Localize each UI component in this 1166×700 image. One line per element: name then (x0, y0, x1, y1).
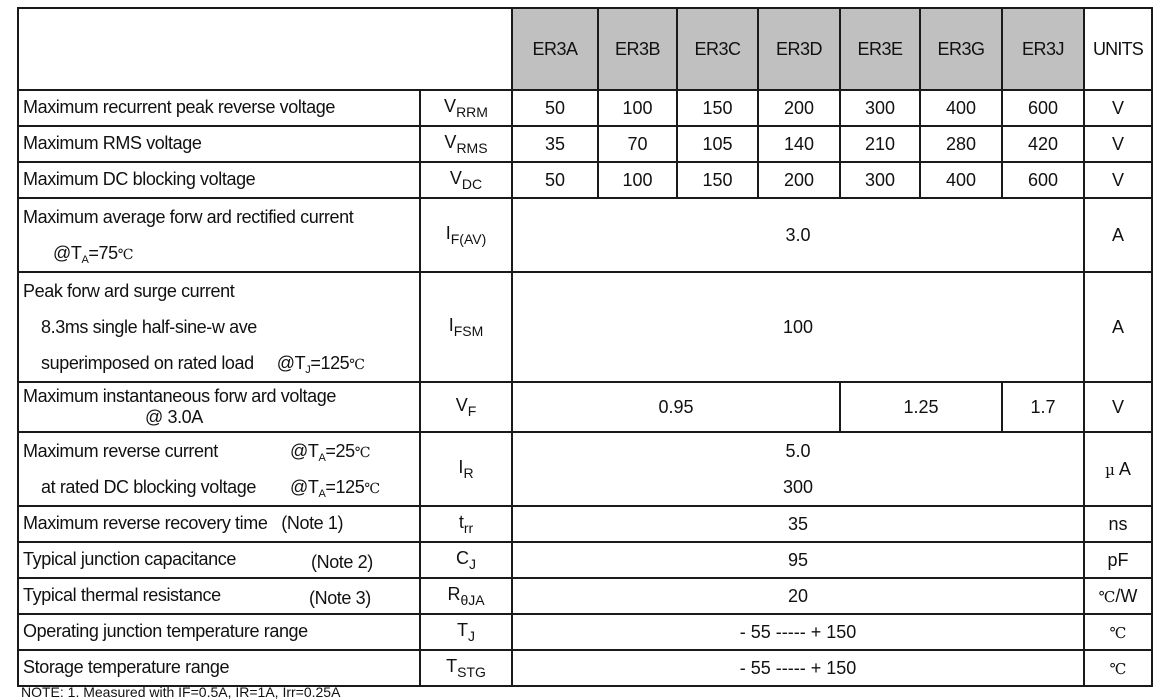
value-cell: 400 (920, 162, 1002, 198)
footnote: NOTE: 1. Measured with IF=0.5A, IR=1A, Irr=0.25A (21, 684, 341, 700)
value-cell: 150 (677, 162, 758, 198)
unit-cell: V (1084, 382, 1152, 432)
value-cell: 200 (758, 162, 840, 198)
row-symbol: $V_{RRM}$ (420, 90, 512, 126)
row-symbol: $t_{rr}$ (420, 506, 512, 542)
table-row-tj (18, 614, 1152, 650)
part-header-er3d: ER3D (758, 8, 840, 90)
value-cell: 300 (840, 162, 920, 198)
value-cell: 150 (677, 90, 758, 126)
value-cell: 600 (1002, 162, 1084, 198)
table-row-ir (18, 432, 1152, 506)
part-header-er3e: ER3E (840, 8, 920, 90)
value-cell: 50 (512, 90, 598, 126)
unit-cell: pF (1084, 542, 1152, 578)
value-cell: 1.25 (840, 382, 1002, 432)
value-cell: 70 (598, 126, 677, 162)
row-symbol: $T_{STG}$ (420, 650, 512, 686)
unit-cell: V (1084, 162, 1152, 198)
row-symbol: $I_{F(AV)}$ (420, 198, 512, 272)
row-symbol: $I_{FSM}$ (420, 272, 512, 382)
value-cell: 100 (598, 162, 677, 198)
condition-text: $@T_A=75℃$ (53, 243, 134, 266)
value-cell: 20 (512, 578, 1084, 614)
row-description: Operating junction temperature range (18, 614, 420, 650)
unit-cell: A (1084, 198, 1152, 272)
row-description: Typical thermal resistance (Note 3) (18, 578, 420, 614)
value-cell: 140 (758, 126, 840, 162)
value-cell: 200 (758, 90, 840, 126)
row-description: Typical junction capacitance (Note 2) (18, 542, 420, 578)
table-row-vf (18, 382, 1152, 432)
value-cell: 50 (512, 162, 598, 198)
header-row (18, 8, 1152, 90)
value-cell: 0.95 (512, 382, 840, 432)
part-header-er3j: ER3J (1002, 8, 1084, 90)
row-description: Maximum recurrent peak reverse voltage (18, 90, 420, 126)
value-cell: 100 (598, 90, 677, 126)
table-row-trr (18, 506, 1152, 542)
value-cell: 210 (840, 126, 920, 162)
value-cell: 1.7 (1002, 382, 1084, 432)
row-symbol: $V_F$ (420, 382, 512, 432)
value-cell: 280 (920, 126, 1002, 162)
table-row-vdc (18, 162, 1152, 198)
table-row-rthja (18, 578, 1152, 614)
value-cell: 5.0 300 (512, 432, 1084, 506)
unit-cell: ns (1084, 506, 1152, 542)
row-description: Peak forw ard surge current 8.3ms single half-sine-w ave superimposed on rated load $@T_J=125℃$ (18, 272, 420, 382)
row-symbol: $R_{\theta JA}$ (420, 578, 512, 614)
part-header-er3c: ER3C (677, 8, 758, 90)
unit-cell: ℃ (1084, 650, 1152, 686)
table-row-tstg (18, 650, 1152, 686)
header-blank-cell (18, 8, 512, 90)
part-header-er3b: ER3B (598, 8, 677, 90)
row-symbol: $I_R$ (420, 432, 512, 506)
row-description: Maximum reverse recovery time (Note 1) (18, 506, 420, 542)
part-header-er3a: ER3A (512, 8, 598, 90)
row-symbol: $T_J$ (420, 614, 512, 650)
value-cell: 100 (512, 272, 1084, 382)
table-row-vrms (18, 126, 1152, 162)
part-header-er3g: ER3G (920, 8, 1002, 90)
table-row-cj (18, 542, 1152, 578)
unit-cell: ℃/W (1084, 578, 1152, 614)
units-header: UNITS (1084, 8, 1152, 90)
row-description: Maximum reverse current $@T_A=25℃$ at rated DC blocking voltage $@T_A=125℃$ (18, 432, 420, 506)
row-description: Storage temperature range (18, 650, 420, 686)
unit-cell: A (1084, 272, 1152, 382)
row-description: Maximum instantaneous forw ard voltage @ 3.0A (18, 382, 420, 432)
value-cell: 105 (677, 126, 758, 162)
row-symbol: $C_J$ (420, 542, 512, 578)
unit-cell: V (1084, 126, 1152, 162)
value-cell: 3.0 (512, 198, 1084, 272)
row-description: Maximum DC blocking voltage (18, 162, 420, 198)
value-cell: 420 (1002, 126, 1084, 162)
unit-cell: ℃ (1084, 614, 1152, 650)
value-cell: 35 (512, 126, 598, 162)
table-row-ifsm (18, 272, 1152, 382)
value-cell: 300 (840, 90, 920, 126)
value-cell: 600 (1002, 90, 1084, 126)
table-row-if-av (18, 198, 1152, 272)
value-cell: 95 (512, 542, 1084, 578)
row-symbol: $V_{DC}$ (420, 162, 512, 198)
electrical-characteristics-table (17, 7, 1153, 687)
value-cell: - 55 ----- + 150 (512, 614, 1084, 650)
table-row-vrrm (18, 90, 1152, 126)
row-description: Maximum RMS voltage (18, 126, 420, 162)
value-cell: 400 (920, 90, 1002, 126)
unit-cell: V (1084, 90, 1152, 126)
value-cell: - 55 ----- + 150 (512, 650, 1084, 686)
value-cell: 35 (512, 506, 1084, 542)
row-description: Maximum average forw ard rectified current $@T_A=75℃$ (18, 198, 420, 272)
unit-cell: µ A (1084, 432, 1152, 506)
row-symbol: $V_{RMS}$ (420, 126, 512, 162)
